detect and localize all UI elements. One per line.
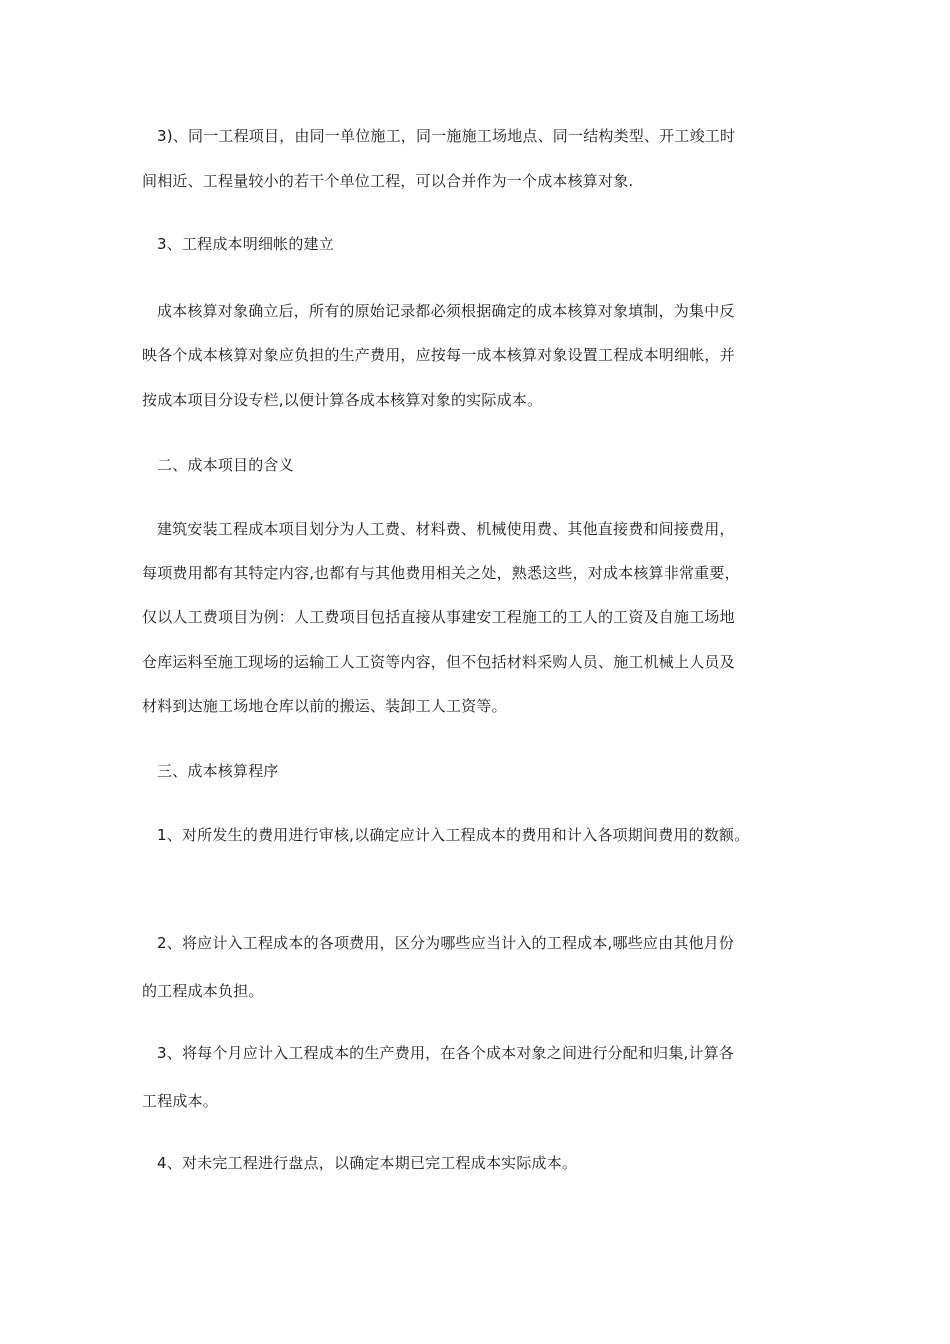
paragraph-line: 的工程成本负担。 [142,982,264,1000]
paragraph-line: 3)、同一工程项目，由同一单位施工，同一施施工场地点、同一结构类型、开工竣工时 [157,127,736,145]
paragraph-line: 每项费用都有其特定内容,也都有与其他费用相关之处，熟悉这些，对成本核算非常重要， [142,564,740,582]
section-heading: 二、成本项目的含义 [157,456,294,474]
paragraph-line: 2、将应计入工程成本的各项费用，区分为哪些应当计入的工程成本,哪些应由其他月份 [157,934,735,952]
paragraph-line: 材料到达施工场地仓库以前的搬运、装卸工人工资等。 [142,697,507,715]
paragraph-line: 4、对未完工程进行盘点，以确定本期已完工程成本实际成本。 [157,1154,578,1172]
section-heading: 3、工程成本明细帐的建立 [157,235,334,253]
section-heading: 三、成本核算程序 [157,762,279,780]
paragraph-line: 建筑安装工程成本项目划分为人工费、材料费、机械使用费、其他直接费和间接费用， [157,520,735,538]
paragraph-line: 间相近、工程量较小的若干个单位工程，可以合并作为一个成本核算对象. [142,172,634,190]
paragraph-line: 映各个成本核算对象应负担的生产费用，应按每一成本核算对象设置工程成本明细帐，并 [142,346,735,364]
paragraph-line: 按成本项目分设专栏,以便计算各成本核算对象的实际成本。 [142,391,543,409]
paragraph-line: 仅以人工费项目为例：人工费项目包括直接从事建安工程施工的工人的工资及自施工场地 [142,608,735,626]
paragraph-line: 成本核算对象确立后，所有的原始记录都必须根据确定的成本核算对象填制，为集中反 [157,302,735,320]
paragraph-line: 仓库运料至施工现场的运输工人工资等内容，但不包括材料采购人员、施工机械上人员及 [142,653,735,671]
paragraph-line: 工程成本。 [142,1092,219,1110]
paragraph-line: 3、将每个月应计入工程成本的生产费用，在各个成本对象之间进行分配和归集,计算各 [157,1044,735,1062]
paragraph-line: 1、对所发生的费用进行审核,以确定应计入工程成本的费用和计入各项期间费用的数额。 [157,826,750,844]
